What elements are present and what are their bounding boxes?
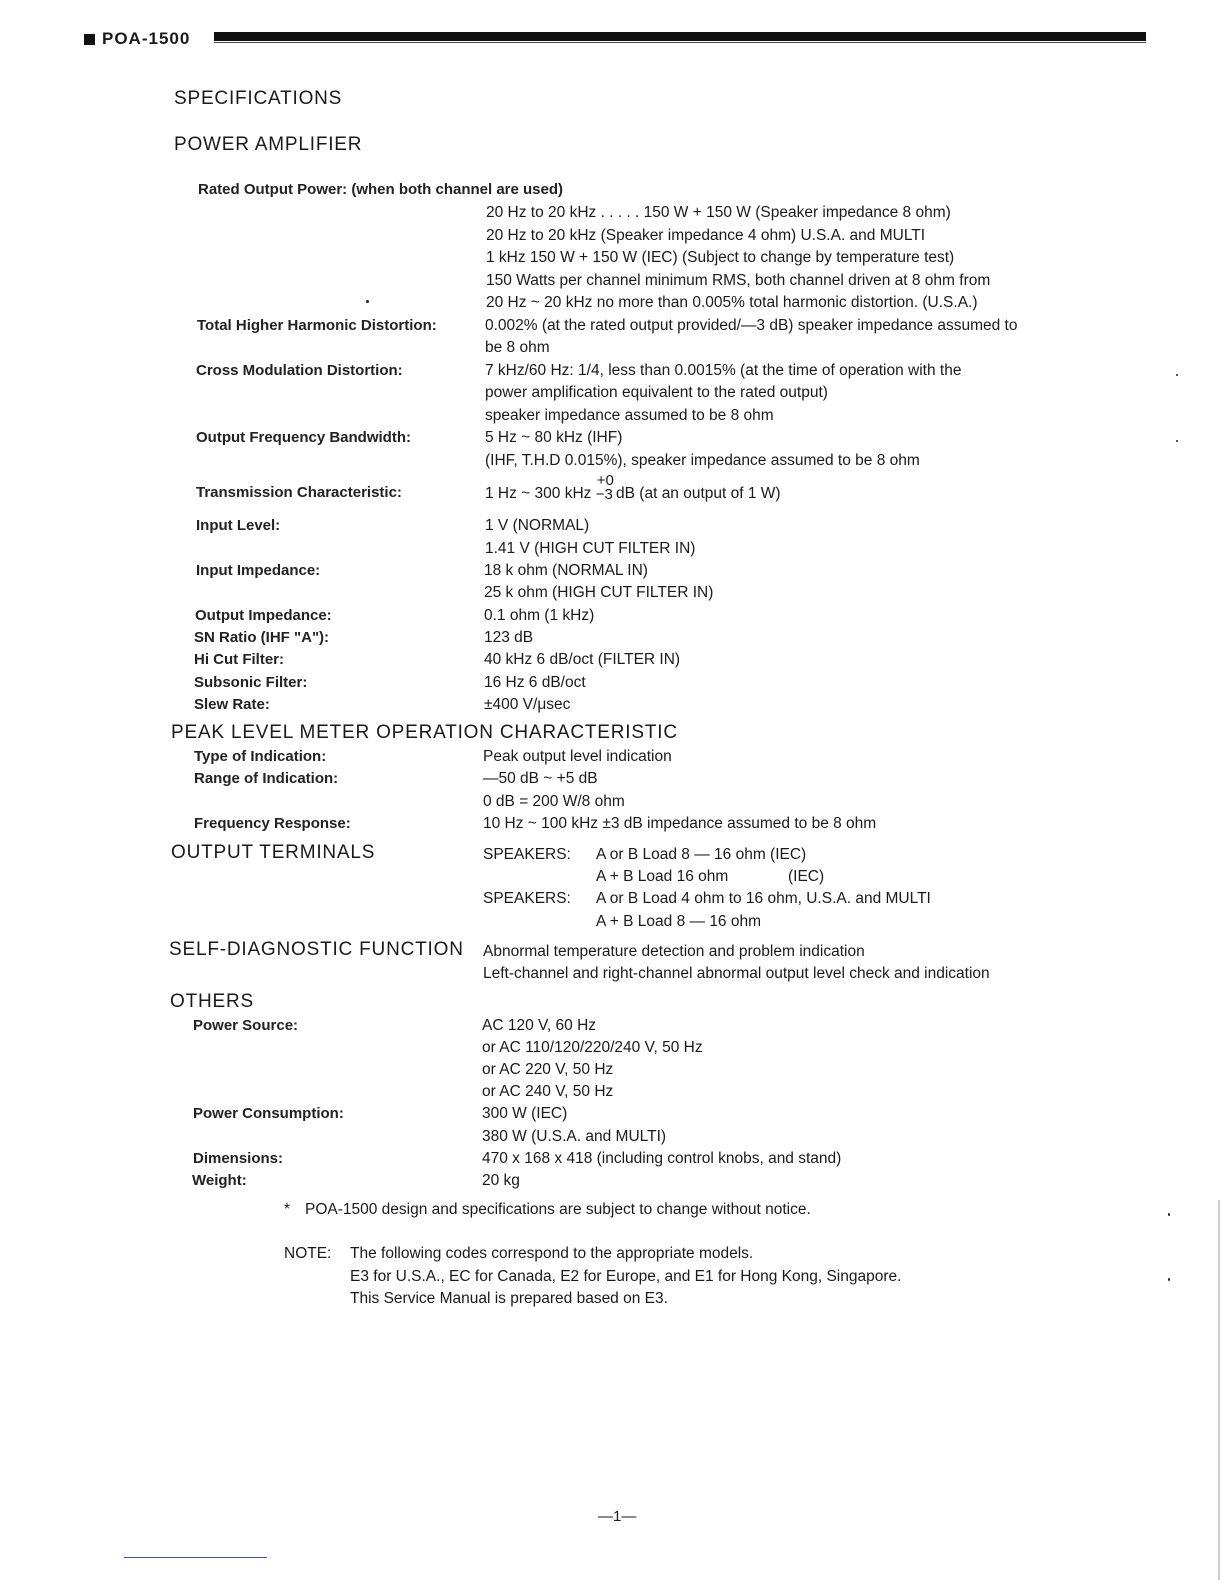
output-impedance-label: Output Impedance: (195, 607, 332, 624)
others-heading: OTHERS (170, 991, 254, 1012)
note-line: This Service Manual is prepared based on E3. (350, 1290, 668, 1307)
rated-output-line: 20 Hz to 20 kHz (Speaker impedance 4 ohm) U.S.A. and MULTI (486, 227, 926, 244)
slew-value: ±400 V/μsec (484, 696, 571, 713)
power-source-line: or AC 110/120/220/240 V, 50 Hz (482, 1039, 703, 1056)
output-impedance-value: 0.1 ohm (1 kHz) (484, 607, 595, 624)
power-source-line: AC 120 V, 60 Hz (482, 1017, 597, 1034)
weight-label: Weight: (192, 1172, 247, 1189)
bottom-rule (124, 1557, 267, 1558)
thd-line: be 8 ohm (485, 339, 550, 356)
power-amplifier-heading: POWER AMPLIFIER (174, 134, 363, 155)
output-terminals-heading: OUTPUT TERMINALS (171, 842, 376, 863)
input-impedance-label: Input Impedance: (196, 562, 321, 579)
frequency-response-value: 10 Hz ~ 100 kHz ±3 dB impedance assumed to be 8 ohm (483, 815, 877, 832)
weight-value: 20 kg (482, 1172, 520, 1189)
transmission-range: 1 Hz ~ 300 kHz (485, 485, 592, 502)
cmd-line: power amplification equivalent to the rated output) (485, 384, 828, 401)
page-number: —1— (598, 1508, 637, 1525)
hicut-value: 40 kHz 6 dB/oct (FILTER IN) (484, 651, 681, 668)
power-source-label: Power Source: (193, 1017, 299, 1034)
rated-output-line: 150 Watts per channel minimum RMS, both channel driven at 8 ohm from (486, 272, 991, 289)
power-consumption-line: 380 W (U.S.A. and MULTI) (482, 1128, 667, 1145)
peak-meter-heading: PEAK LEVEL METER OPERATION CHARACTERISTIC (171, 722, 678, 743)
frequency-response-label: Frequency Response: (194, 815, 351, 832)
cmd-line: 7 kHz/60 Hz: 1/4, less than 0.0015% (at the time of operation with the (485, 362, 962, 379)
scan-speck (1176, 440, 1178, 442)
power-source-line: or AC 220 V, 50 Hz (482, 1061, 614, 1078)
cmd-line: speaker impedance assumed to be 8 ohm (485, 407, 774, 424)
power-consumption-line: 300 W (IEC) (482, 1105, 568, 1122)
footnote-asterisk: * (284, 1201, 291, 1218)
hicut-label: Hi Cut Filter: (194, 651, 284, 668)
header-title: POA-1500 (102, 28, 194, 50)
self-diagnostic-heading: SELF-DIAGNOSTIC FUNCTION (169, 939, 464, 960)
transmission-unit: dB (at an output of 1 W) (616, 485, 781, 502)
speakers-spec: A or B Load 4 ohm to 16 ohm, U.S.A. and MULTI (596, 890, 931, 907)
speakers-spec-tag: (IEC) (788, 868, 825, 885)
scan-speck (366, 300, 369, 303)
transmission-tolerance (595, 472, 614, 503)
thd-label: Total Higher Harmonic Distortion: (197, 317, 437, 334)
self-diagnostic-line: Abnormal temperature detection and problem indication (483, 943, 865, 960)
transmission-value (485, 472, 781, 503)
speakers-spec: A or B Load 8 — 16 ohm (IEC) (596, 846, 807, 863)
scan-edge (1218, 1200, 1220, 1580)
self-diagnostic-line: Left-channel and right-channel abnormal output level check and indication (483, 965, 990, 982)
scan-speck (1176, 374, 1178, 376)
dimensions-value: 470 x 168 x 418 (including control knobs, and stand) (482, 1150, 842, 1167)
transmission-label: Transmission Characteristic: (196, 484, 402, 501)
input-level-line: 1 V (NORMAL) (485, 517, 590, 534)
bandwidth-line: 5 Hz ~ 80 kHz (IHF) (485, 429, 623, 446)
power-consumption-label: Power Consumption: (193, 1105, 344, 1122)
scan-speck (1168, 1213, 1170, 1216)
rated-output-line: 1 kHz 150 W + 150 W (IEC) (Subject to change by temperature test) (486, 249, 955, 266)
dimensions-label: Dimensions: (193, 1150, 284, 1167)
rated-output-line: 20 Hz to 20 kHz . . . . . 150 W + 150 W (Speaker impedance 8 ohm) (486, 204, 951, 221)
input-level-line: 1.41 V (HIGH CUT FILTER IN) (485, 540, 696, 557)
range-indication-line: 0 dB = 200 W/8 ohm (483, 793, 625, 810)
type-indication-label: Type of Indication: (194, 748, 327, 765)
slew-label: Slew Rate: (194, 696, 270, 713)
footnote-text: POA-1500 design and specifications are subject to change without notice. (305, 1201, 811, 1218)
header-rule (214, 32, 1146, 41)
header-bar (84, 29, 1146, 48)
note-line: The following codes correspond to the appropriate models. (350, 1245, 754, 1262)
input-impedance-line: 18 k ohm (NORMAL IN) (484, 562, 648, 579)
cmd-label: Cross Modulation Distortion: (196, 362, 403, 379)
header-square-icon (84, 34, 95, 45)
speakers-spec: A + B Load 8 — 16 ohm (596, 913, 762, 930)
speakers-spec: A + B Load 16 ohm (596, 868, 729, 885)
subsonic-value: 16 Hz 6 dB/oct (484, 674, 586, 691)
tolerance-upper: +0 (596, 472, 614, 489)
tolerance-lower: −3 (595, 486, 613, 503)
speakers-label: SPEAKERS: (483, 846, 571, 863)
note-line: E3 for U.S.A., EC for Canada, E2 for Europe, and E1 for Hong Kong, Singapore. (350, 1268, 902, 1285)
sn-ratio-value: 123 dB (484, 629, 534, 646)
scan-speck (1168, 1278, 1170, 1281)
range-indication-line: —50 dB ~ +5 dB (483, 770, 598, 787)
input-impedance-line: 25 k ohm (HIGH CUT FILTER IN) (484, 584, 714, 601)
power-source-line: or AC 240 V, 50 Hz (482, 1083, 614, 1100)
type-indication-value: Peak output level indication (483, 748, 672, 765)
bandwidth-line: (IHF, T.H.D 0.015%), speaker impedance assumed to be 8 ohm (485, 452, 920, 469)
subsonic-label: Subsonic Filter: (194, 674, 308, 691)
bandwidth-label: Output Frequency Bandwidth: (196, 429, 411, 446)
sn-ratio-label: SN Ratio (IHF "A"): (194, 629, 330, 646)
thd-line: 0.002% (at the rated output provided/—3 dB) speaker impedance assumed to (485, 317, 1018, 334)
page-title: SPECIFICATIONS (174, 88, 343, 109)
input-level-label: Input Level: (196, 517, 281, 534)
header-rule-thin (214, 42, 1146, 43)
note-label: NOTE: (284, 1245, 332, 1262)
rated-output-label: Rated Output Power: (when both channel are used) (198, 181, 564, 198)
speakers-label: SPEAKERS: (483, 890, 571, 907)
range-indication-label: Range of Indication: (194, 770, 339, 787)
rated-output-line: 20 Hz ~ 20 kHz no more than 0.005% total harmonic distortion. (U.S.A.) (486, 294, 978, 311)
